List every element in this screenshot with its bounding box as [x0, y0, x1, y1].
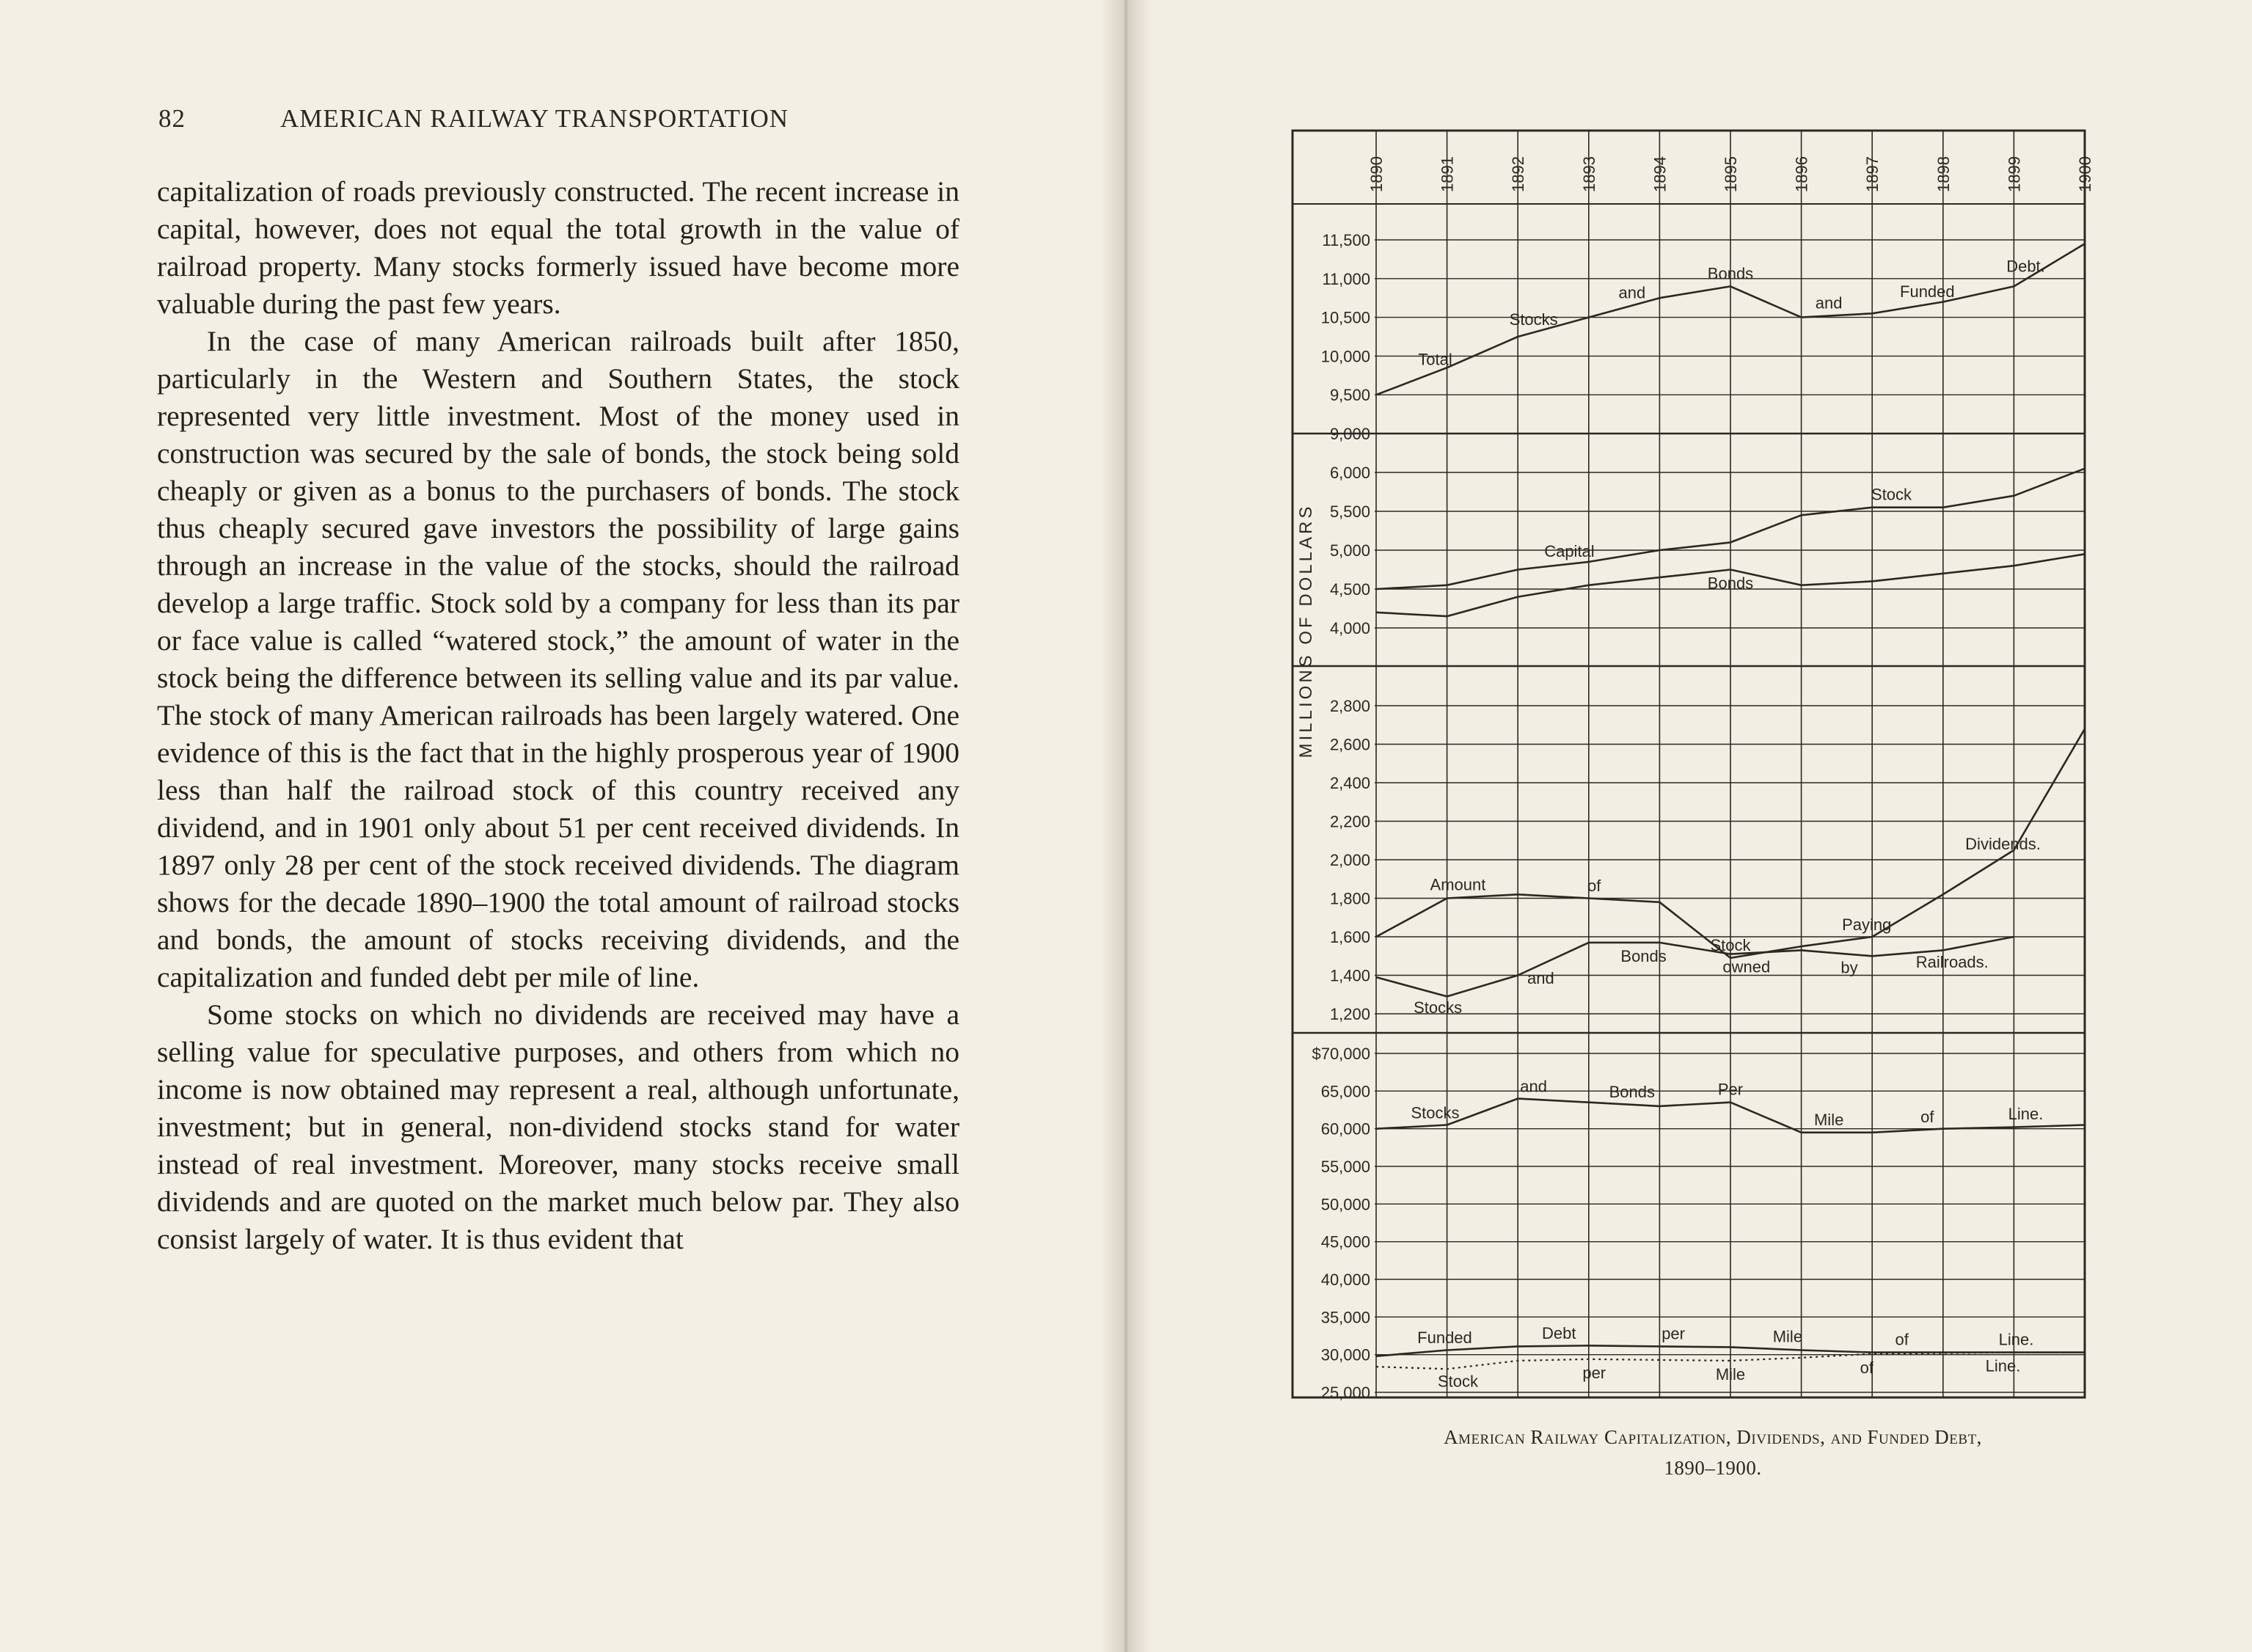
- series-label-word: Stock: [1710, 935, 1751, 954]
- tick-label: 65,000: [1320, 1082, 1370, 1101]
- series-label-word: per: [1582, 1363, 1606, 1382]
- series-label-word: Funded: [1417, 1328, 1472, 1347]
- series-label-word: Debt.: [2006, 257, 2045, 276]
- series-label-word: Stocks: [1411, 1103, 1460, 1122]
- tick-label: 4,500: [1329, 580, 1370, 599]
- tick-label: 11,000: [1322, 269, 1370, 288]
- series-label-word: of: [1920, 1107, 1934, 1126]
- series-label-word: Mile: [1715, 1364, 1746, 1384]
- series-label-word: Funded: [1900, 282, 1955, 301]
- tick-label: $70,000: [1312, 1045, 1370, 1063]
- tick-label: 4,000: [1329, 619, 1370, 637]
- tick-label: 5,500: [1329, 502, 1370, 521]
- page-number: 82: [158, 104, 186, 133]
- series-label-word: Bonds: [1707, 574, 1754, 593]
- series-label-word: Bonds: [1609, 1082, 1656, 1101]
- tick-label: 2,600: [1329, 735, 1370, 754]
- series-label-word: Total: [1418, 350, 1452, 369]
- series-label-word: of: [1860, 1359, 1873, 1378]
- figure-caption: [1291, 1422, 2135, 1483]
- series-label-word: owned: [1722, 957, 1771, 976]
- tick-label: 10,000: [1320, 347, 1370, 366]
- chart-frame: [1293, 131, 2085, 1397]
- series-label-word: Line.: [1985, 1356, 2021, 1375]
- year-label: 1894: [1650, 156, 1670, 192]
- tick-label: 1,400: [1329, 966, 1370, 985]
- tick-label: 2,200: [1329, 812, 1370, 831]
- tick-label: 1,800: [1329, 889, 1370, 908]
- tick-label: 25,000: [1320, 1384, 1370, 1402]
- tick-label: 50,000: [1320, 1195, 1370, 1214]
- series-label-word: per: [1661, 1324, 1685, 1343]
- paragraph: Some stocks on which no dividends are received may have a selling value for speculative purposes, and others from which no income is now obtained may represent a real, although unfortunate, investment; but in general, non-dividend stocks stand for water instead of real investment. Moreover, many stocks receive small dividends and are quoted on the market much below par. They also consist largely of water. It is thus evident that: [157, 998, 959, 1255]
- series-label-word: Paying: [1842, 915, 1892, 935]
- caption-line: American Railway Capitalization, Dividends, and Funded Debt,: [1444, 1426, 1982, 1448]
- tick-label: 2,000: [1329, 851, 1370, 869]
- series-label-word: by: [1840, 958, 1858, 977]
- series-label-word: and: [1618, 283, 1646, 302]
- year-label: 1900: [2076, 156, 2094, 192]
- chart-labels: [1411, 257, 2044, 1391]
- series-label-word: and: [1815, 293, 1843, 313]
- chart-axes: [1296, 156, 2094, 1402]
- series-label-word: Per: [1717, 1080, 1744, 1099]
- year-label: 1898: [1934, 156, 1953, 192]
- running-title: AMERICAN RAILWAY TRANSPORTATION: [280, 104, 789, 133]
- series-label-word: Stocks: [1509, 310, 1558, 329]
- year-label: 1892: [1509, 156, 1528, 192]
- series-label-word: Mile: [1813, 1110, 1844, 1129]
- series-label-word: Mile: [1772, 1327, 1803, 1346]
- series-label-word: of: [1587, 876, 1601, 895]
- tick-label: 2,400: [1329, 774, 1370, 792]
- year-label: 1896: [1792, 156, 1811, 192]
- year-label: 1890: [1367, 156, 1386, 192]
- series-label-word: Amount: [1430, 875, 1486, 894]
- tick-label: 1,200: [1329, 1005, 1370, 1023]
- paragraph: In the case of many American railroads built after 1850, particularly in the Western and Southern States, the stock represented very little investment. Most of the money used in construction was secured by the sale of bonds, the stock being sold cheaply or given as a bonus to the purchasers of bonds. The stock thus cheaply secured gave investors the possibility of large gains through an increase in the value of the stocks, should the railroad develop a large traffic. Stock sold by a company for less than its par or face value is called “watered stock,” the amount of water in the stock being the difference between its selling value and its par value. The stock of many American railroads has been largely watered. One evidence of this is the fact that in the highly prosperous year of 1900 less than half the railroad stock of this country received any dividend, and in 1901 only about 51 per cent received dividends. In 1897 only 28 per cent of the stock received dividends. The diagram shows for the decade 1890–1900 the total amount of railroad stocks and bonds, the amount of stocks receiving dividends, and the capitalization and funded debt per mile of line.: [157, 325, 959, 993]
- tick-label: 11,500: [1322, 231, 1370, 249]
- series-label-word: and: [1520, 1077, 1548, 1096]
- series-label-word: Line.: [2008, 1105, 2044, 1124]
- year-label: 1891: [1438, 156, 1457, 192]
- tick-label: 9,000: [1329, 425, 1370, 443]
- series-label-word: of: [1895, 1330, 1909, 1349]
- series-label-word: Line.: [1998, 1330, 2034, 1349]
- tick-label: 30,000: [1320, 1345, 1370, 1364]
- series-label-word: Capital: [1544, 541, 1595, 560]
- tick-label: 35,000: [1320, 1308, 1370, 1327]
- tick-label: 10,500: [1320, 308, 1370, 327]
- year-label: 1895: [1722, 156, 1740, 192]
- tick-label: 55,000: [1320, 1158, 1370, 1176]
- tick-label: 9,500: [1329, 386, 1370, 405]
- series-label-word: Bonds: [1707, 264, 1754, 283]
- tick-label: 5,000: [1329, 541, 1370, 560]
- tick-label: 1,600: [1329, 928, 1370, 946]
- y-axis-label: MILLIONS OF DOLLARS: [1296, 503, 1316, 759]
- series-label-word: Bonds: [1620, 946, 1667, 965]
- series-label-word: Debt: [1542, 1323, 1576, 1342]
- series-label-word: Railroads.: [1915, 953, 1989, 972]
- series-label-word: and: [1527, 969, 1554, 988]
- caption-line: 1890–1900.: [1664, 1457, 1762, 1479]
- chart-grid: [1293, 131, 2085, 1397]
- series-label-word: Stock: [1871, 485, 1912, 504]
- tick-label: 40,000: [1320, 1271, 1370, 1289]
- series-label-word: Stock: [1437, 1372, 1478, 1391]
- tick-label: 2,800: [1329, 697, 1370, 715]
- series-label-word: Stocks: [1414, 998, 1463, 1017]
- year-label: 1893: [1579, 156, 1598, 192]
- year-label: 1897: [1863, 156, 1882, 192]
- paragraph: capitalization of roads previously constructed. The recent increase in capital, however, does not equal the total growth in the value of railroad property. Many stocks formerly issued have become more valuable during the past few years.: [157, 175, 959, 320]
- series-label-word: Dividends.: [1965, 835, 2041, 854]
- tick-label: 6,000: [1329, 464, 1370, 482]
- tick-label: 45,000: [1320, 1232, 1370, 1251]
- tick-label: 60,000: [1320, 1119, 1370, 1139]
- year-label: 1899: [2005, 156, 2024, 192]
